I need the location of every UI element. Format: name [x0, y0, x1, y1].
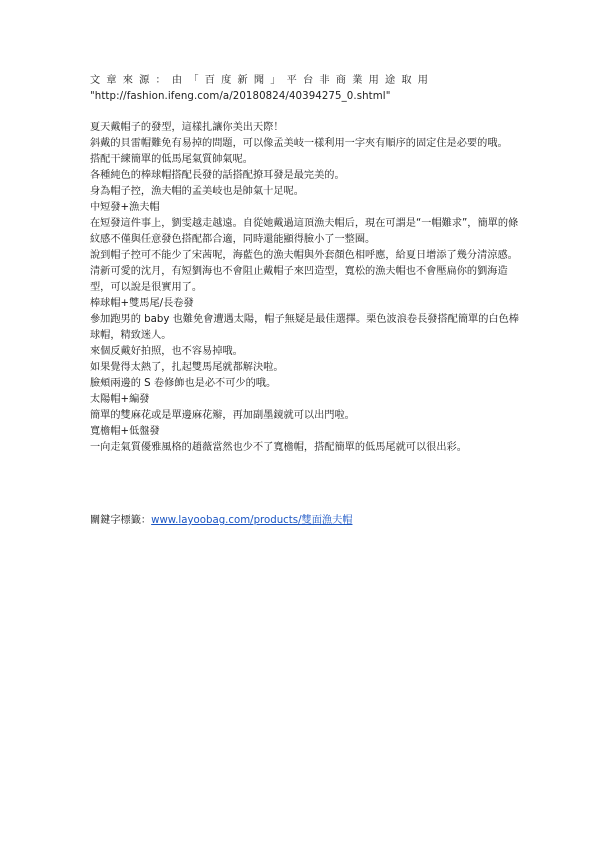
- paragraph: 如果覺得太熱了，扎起雙馬尾就都解決啦。: [90, 362, 284, 373]
- keyword-tags: [90, 513, 352, 529]
- keyword-link[interactable]: www.layoobag.com/products/雙面漁夫帽: [151, 515, 353, 526]
- keyword-label: 關鍵字標籤：: [90, 515, 152, 526]
- section-heading: 棒球帽+雙馬尾/長卷發: [90, 298, 194, 309]
- paragraph: 臉頰兩邊的 S 卷修飾也是必不可少的哦。: [90, 378, 277, 389]
- source-url: "http://fashion.ifeng.com/a/20180824/40394275_0.shtml": [90, 91, 391, 102]
- section-heading: 中短發+漁夫帽: [90, 202, 160, 213]
- paragraph: 搭配干練簡單的低馬尾氣質帥氣呢。: [90, 154, 253, 165]
- paragraph: 身為帽子控，漁夫帽的孟美岐也是帥氣十足呢。: [90, 186, 304, 197]
- paragraph: 說到帽子控可不能少了宋茜呢，海藍色的漁夫帽與外套顏色相呼應，給夏日增添了幾分清涼感。: [90, 250, 518, 261]
- paragraph: 斜戴的貝雷帽難免有易掉的問題，可以像孟美岐一樣利用一字夾有順序的固定住是必要的哦。: [90, 138, 508, 149]
- article-body: [90, 120, 520, 456]
- source-statement: 文章來源：由「百度新聞」平台非商業用途取用: [90, 75, 435, 86]
- paragraph: 參加跑男的 baby 也難免會遭遇太陽，帽子無疑是最佳選擇。栗色波浪卷長發搭配簡單的白色棒球帽，精致迷人。: [90, 314, 519, 341]
- paragraph: 各種純色的棒球帽搭配長發的話搭配撩耳發是最完美的。: [90, 170, 345, 181]
- paragraph: 在短發這件事上，劉雯越走越遠。自從她戴過這頂漁夫帽后，現在可謂是“一帽難求”，簡單的條紋感不僅與任意發色搭配都合適，同時還能顯得臉小了一整圈。: [90, 218, 519, 245]
- paragraph: 來個反戴好拍照，也不容易掉哦。: [90, 346, 243, 357]
- paragraph: 簡單的雙麻花或是單邊麻花辮，再加副墨鏡就可以出門啦。: [90, 410, 355, 421]
- source-attribution: [90, 73, 522, 105]
- paragraph: 清新可愛的沈月，有短劉海也不會阻止戴帽子來凹造型，寬松的漁夫帽也不會壓扁你的劉海造型，可以說是很實用了。: [90, 266, 508, 293]
- section-heading: 太陽帽+編發: [90, 394, 150, 405]
- paragraph: 夏天戴帽子的發型，這樣扎讓你美出天際！: [90, 122, 284, 133]
- section-heading: 寬檐帽+低盤發: [90, 426, 160, 437]
- paragraph: 一向走氣質優雅風格的趙薇當然也少不了寬檐帽，搭配簡單的低馬尾就可以很出彩。: [90, 442, 467, 453]
